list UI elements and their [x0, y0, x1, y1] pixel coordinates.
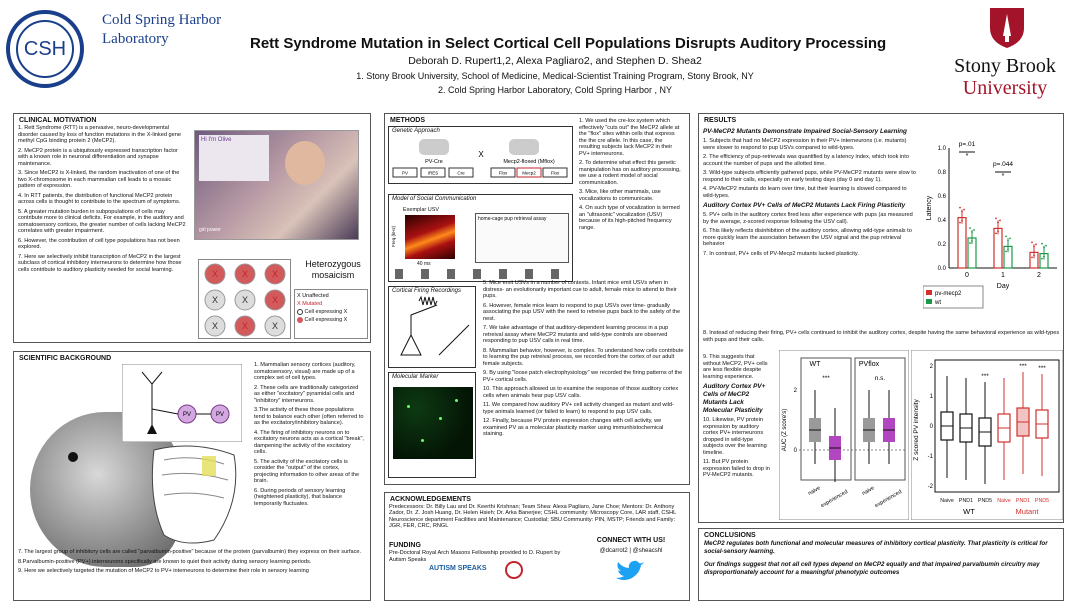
pv-ytick: -1 [927, 454, 933, 460]
latency-point [1007, 249, 1009, 251]
results-p10: 10. Likewise, PV protein expression by auditory cortex PV+ interneurons dropped in wild-type subjects over the learning timeline. [703, 417, 767, 456]
methods-p5: 5. Mice emit USVs in a number of contexts. Infant mice emit USVs when in distress- an evolutionarily important cue to adult, female mice to attend to their pups. [483, 280, 677, 299]
retrieval-cage [475, 213, 569, 263]
pv-sig: *** [981, 373, 989, 380]
auc-panel-title: PVflox [858, 361, 880, 368]
methods-p1: 1. We used the cre-lox system which effectively "cuts out" the MeCP2 allele at the "flox" sites within cells that express the the cre allele. In this case, the resulting subjects lack MeCP2 in their PV+ interneurons. [579, 118, 680, 157]
latency-legend-box [923, 286, 983, 308]
handle-1[interactable]: @dcarrot2 [599, 548, 628, 554]
marker-image [393, 387, 473, 459]
methods-p7: 7. We take advantage of that auditory-dependent learning process in a pup retreival assay where MeCP2 mutants and wild-type controls are observed responding to pup USV calls in real time. [483, 325, 669, 344]
marker-box [388, 372, 476, 478]
pv-ytick: 0 [929, 424, 933, 430]
clinical-p5: 5. A greater mutation burden in subpopulations of cells may contribute more to clinical deficits. For example, in the auditory and somatosensory cortices, the greater number of cells lacking MeCP2 correlates with greater impairment. [18, 208, 186, 234]
latency-point [997, 231, 999, 233]
sbu-name [940, 55, 1070, 99]
latency-ylabel: Latency [926, 195, 933, 221]
methods-panel [384, 113, 690, 485]
handle-2[interactable]: @sheacshl [632, 548, 663, 554]
pv-ylabel: Z scored PV intensity [913, 399, 920, 461]
latency-point [997, 222, 999, 224]
latency-point [961, 211, 963, 213]
clinical-p3: 3. Since MeCP2 is X-linked, the random inactivation of one of the two X-chromosome in each mammalian cell leads to a mosaic pattern of expression. [18, 170, 180, 189]
legend-xm: X Mutated [297, 301, 323, 307]
usv-spectrogram [405, 215, 455, 259]
background-p8: 8.Parvalbumin-positive (PV+) interneurons specifically are known to quiet their activity during sensory learning periods. [18, 558, 312, 565]
latency-point [1031, 257, 1033, 259]
brain-section [144, 440, 244, 550]
mosaic-title: Heterozygous mosaicism [305, 259, 361, 280]
latency-point [959, 207, 961, 209]
methods-p12: 12. Finally, because PV protein expression changes with cell activity, we examined PV as a molecular plasticity marker using immunhistochemical staining. [483, 418, 664, 437]
patient-photo [194, 130, 359, 240]
usv-freq: Freq (kHz) [391, 225, 396, 247]
results-sub2: Auditory Cortex PV+ Cells of MeCP2 Mutants Lack Firing Plasticity [703, 202, 906, 209]
pv-cre-label: PV-Cre [425, 159, 443, 165]
results-p7: 7. In contrast, PV+ cells of PV-Mecp2 mutants lacked plasticity. [703, 250, 859, 257]
pv-ytick: -2 [927, 484, 933, 490]
pv-xtick: Naive [940, 498, 954, 504]
results-p3: 3. Wild-type subjects efficiently gathered pups, while PV-MeCP2 mutants were slow to respond to their calls, especially on early testing days (day 0 and day 1). [703, 170, 916, 183]
latency-xtick: 2 [1037, 272, 1041, 279]
latency-ytick: 0.8 [937, 170, 946, 176]
results-title: RESULTS [704, 117, 737, 124]
methods-p2: 2. To determine what effect this genetic manipulation has on auditory processing, we use a rodent model of social communication. [579, 160, 681, 186]
patient-face [285, 141, 325, 185]
latency-point [973, 229, 975, 231]
latency-bar [958, 218, 966, 268]
latency-point [959, 222, 961, 224]
genetic-diagram [389, 135, 572, 181]
flox-2: Flox [550, 170, 560, 176]
sbu-name-line2: University [962, 77, 1048, 99]
results-sub3: Auditory Cortex PV+ Cells of MeCP2 Mutants Lack Molecular Plasticity [703, 383, 766, 414]
background-p7: 7. The largest group of inhibitory cells are called "parvalbumin-positive" because of the protein (parvalbumin) they express on their surface. [18, 549, 362, 555]
conclusion-1: MeCP2 regulates both functional and molecular measures of inhibitory cortical plasticity. That plasticity is critical for social-sensory learning. [704, 540, 1048, 555]
svg-text:X: X [271, 295, 279, 305]
methods-p10: 10. This approach allowed us to examine the response of those auditory cortex cells when animals hear pup USV calls. [483, 386, 679, 399]
svg-text:X: X [211, 295, 219, 305]
affiliation-2: 2. Cold Spring Harbor Laboratory, Cold Spring Harbor , NY [438, 85, 672, 95]
funding-section [385, 539, 571, 572]
photo-brand: girl power [199, 227, 221, 233]
firing-box [388, 286, 476, 368]
conclusions-body [699, 540, 1063, 577]
ack-text: Predecessors: Dr. Billy Lau and Dr. Keerthi Krishnan; Team Shea: Alexa Pagliaro, Jane Choe; Mentors: Dr. Anthony Zador, Dr. Z. Josh Huang, Dr. Helen Hsieh; Dr. Arka Banerjee; CSHL community: Microscopy Core, LAR staff, CSHL Neuroscience department Facilities and Maintenance; Custodial; SBU Community: PIN, MSTP; Friends and Family: JGR, FER, CRC, RNGL [389, 504, 677, 529]
auc-ylabel: AUC (Z score's) [782, 408, 788, 452]
clinical-p2: 2. MeCP2 protein is a ubiquitously expressed transcription factor with a known role in neuronal differentiation and synapse maintenance. [18, 147, 178, 167]
pv-ytick: 1 [929, 394, 933, 400]
auc-xtick: naive [807, 485, 822, 498]
methods-p6: 6. However, female mice learn to respond to pup USVs over time- gradually associating the pup USV with the need to retreive pups back to the safety of the nest. [483, 302, 681, 322]
methods-text-bottom [479, 280, 688, 441]
latency-point [1033, 246, 1035, 248]
latency-point [969, 227, 971, 229]
latency-legend-swatch [926, 290, 932, 295]
methods-p9: 9. By using "loose patch electrophysiology" we recorded the firing patterns of the PV+ cortical cells. [483, 370, 683, 383]
mosaic-diagram [198, 259, 291, 339]
genetic-label: Genetic Approach [392, 128, 440, 134]
social-label: Model of Social Communication [392, 196, 477, 202]
legend-cellxm: Cell expressing X [297, 316, 365, 324]
latency-point [1007, 240, 1009, 242]
background-p1: 1. Mammalian sensory cortices (auditory, somatosensory, visual) are made up of a complex set of cell types. [254, 362, 356, 381]
background-title: SCIENTIFIC BACKGROUND [19, 355, 112, 362]
pv-group-wt: WT [963, 507, 975, 516]
clinical-panel [13, 113, 371, 343]
retrieval-timeline [395, 269, 570, 279]
latency-point [1005, 251, 1007, 253]
allele-ires: IRES [427, 170, 439, 176]
results-p2: 2. The efficiency of pup-retrievals was quantified by a latency index, which took into account the number of pups and the allotted time. [703, 154, 909, 167]
svg-text:X: X [271, 269, 279, 279]
csh-logo-text: CSH [16, 20, 74, 78]
auc-sig: *** [822, 375, 830, 382]
marker-label: Molecular Marker [392, 374, 439, 380]
allele-cre: Cre [457, 170, 465, 176]
pv-label-1: PV [182, 412, 192, 418]
methods-p11: 11. We compared how auditory PV+ cell activity changed as mutant and wild-type animals learned (or failed to learn) to respond to pup USV calls. [483, 402, 674, 415]
clinical-p6: 6. However, the contribution of cell type populations has not been explored. [18, 237, 180, 250]
auc-panel-title: WT [809, 361, 821, 368]
svg-text:X: X [241, 269, 249, 279]
mosaic-cells [199, 260, 292, 340]
allele-pv: PV [401, 170, 409, 176]
methods-p8: 8. Mammalian behavior, however, is complex. To understand how cells contribute to learning the pup retreival process, we recorded from the cortex of our adult female subjects. [483, 347, 684, 367]
latency-point [1041, 258, 1043, 260]
latency-xtick: 1 [1001, 272, 1005, 279]
sbu-name-line1: Stony Brook [954, 55, 1056, 77]
photo-caption [199, 135, 269, 181]
affiliation-1: 1. Stony Brook University, School of Medicine, Medical-Scientist Training Program, Stony Brook, NY [356, 71, 754, 81]
sbu-shield-icon [988, 6, 1026, 50]
poster-title: Rett Syndrome Mutation in Select Cortical Cell Populations Disrupts Auditory Processing [250, 35, 887, 52]
results-p8: 8. Instead of reducing their firing, PV+ cells continued to inhibit the auditory cortex, despite having the same behavioral experience as wild-types with pups and their calls. [703, 330, 1060, 343]
latency-point [969, 242, 971, 244]
latency-ytick: 0.2 [937, 242, 946, 248]
firing-diagram [389, 295, 475, 361]
authors: Deborah D. Rupert1,2, Alexa Pagliaro2, and Stephen D. Shea2 [408, 55, 702, 67]
auc-sig: n.s. [874, 375, 886, 382]
methods-p4: 4. On such type of vocalization is termed an "ultrasonic" vocalization (USV) because of its high-pitched frequency range. [579, 205, 680, 231]
auc-ytick: 2 [793, 388, 797, 394]
pv-xtick: PND5 [1034, 498, 1050, 504]
pv-group-mut: Mutant [1015, 507, 1039, 516]
results-panel [698, 113, 1064, 523]
background-p2: 2. These cells are traditionally categorized as either "excitatory" pyramidal cells and "inhibitory" interneurons. [254, 384, 359, 404]
conclusions-panel [698, 528, 1064, 601]
latency-point [995, 233, 997, 235]
social-box [388, 194, 573, 282]
legend-x: X Unaffected [297, 293, 329, 299]
latency-chart [923, 118, 1063, 314]
clinical-p4: 4. In RTT patients, the distribution of functional MeCP2 protein across cells is thought to contribute to the spectrum of symptoms. [18, 192, 181, 205]
background-bottom-text [14, 549, 371, 578]
results-p1: 1. Subjects that had no MeCP2 expression in their PV+ interneurons (i.e. mutants) were slower to respond to pup USVs compared to wild-types. [703, 138, 907, 151]
latency-point [1005, 236, 1007, 238]
flox-label: Mecp2-floxed (Mflox) [503, 159, 555, 165]
pv-sig: *** [1019, 363, 1027, 370]
background-p3: 3.The activity of these those populations tend to balance each other (often referred to as the excitatory/inhibitory balance). [254, 407, 364, 426]
svg-text:X: X [241, 295, 249, 305]
svg-text:X: X [241, 321, 249, 331]
results-p4: 4. PV-MeCP2 mutants do learn over time, but their learning is slowed compared to wild-types. [703, 186, 907, 199]
results-p6: 6. This likely reflects disinhibition of the auditory cortex, allowing wild-type animals to more quickly learn the association between the USV signal and the pup retrieval behavior [703, 228, 912, 247]
legend-cellx: Cell expressing X [297, 308, 365, 316]
results-p8-wrap [699, 330, 1064, 346]
funding-text: Pre-Doctoral Royal Arch Masons Fellowship provided to D. Rupert by Autism Speaks [389, 550, 561, 563]
results-text-2 [699, 354, 777, 482]
latency-point [1043, 256, 1045, 258]
methods-title: METHODS [390, 117, 425, 124]
latency-sig2-star: * [1001, 173, 1005, 180]
ack-title: ACKNOWLEDGEMENTS [390, 496, 471, 503]
results-p9: 9. This suggests that without MeCP2, PV+ cells are less flexible despite learning experience. [703, 354, 768, 380]
latency-sig1: p=.01 [958, 141, 976, 148]
autism-speaks-logo: AUTISM SPEAKS [429, 565, 487, 572]
pv-xtick: PND5 [977, 498, 993, 504]
twitter-icon[interactable] [616, 558, 646, 582]
pv-xtick: PND1 [1015, 498, 1031, 504]
background-p5: 5. The activity of the excitatory cells is consider the "output" of the cortex, projecting information to other areas of the brain. [254, 458, 360, 484]
conclusions-title: CONCLUSIONS [704, 532, 756, 539]
methods-text-right [575, 118, 688, 234]
usv-scale: 40 ms [417, 261, 431, 267]
cross-label: X [478, 150, 484, 159]
auc-ytick: 0 [793, 448, 797, 454]
latency-xtick: 0 [965, 272, 969, 279]
mouse-eye [68, 452, 78, 462]
ack-panel [384, 492, 690, 601]
latency-point [963, 209, 965, 211]
pv-xtick: PND1 [958, 498, 974, 504]
funding-title: FUNDING [389, 542, 421, 549]
latency-ytick: 0.4 [937, 218, 946, 224]
auc-chart [779, 350, 909, 520]
background-p6: 6. During periods of sensory learning (heightened plasticity), that balance temporarily fluctuates. [254, 487, 346, 507]
affiliations [250, 69, 860, 97]
results-text-1 [699, 128, 921, 257]
auc-xtick: experienced [874, 489, 903, 510]
latency-point [995, 218, 997, 220]
latency-ytick: 0.0 [937, 266, 946, 272]
clinical-p7: 7. Here we selectively inhibit transcription of MeCP2 in the largest subclass of cortical inhibitory interneurons to determine how those cells contribute to auditory plasticity needed for social learning. [18, 253, 182, 273]
latency-legend-label: pv-mecp2 [935, 291, 962, 297]
latency-xlabel: Day [996, 283, 1010, 290]
background-panel [13, 351, 371, 601]
latency-point [1033, 255, 1035, 257]
assay-label: home-cage pup retrieval assay [478, 216, 547, 222]
flox-1: Flox [498, 170, 508, 176]
firing-label: Cortical Firing Recordings [392, 288, 462, 294]
connect-title: CONNECT WITH US! [596, 537, 666, 544]
masons-logo [505, 561, 523, 579]
background-p9: 9. Here we selectively targeted the mutation of MeCP2 to PV+ interneurons to determine their role in sensory learning [18, 568, 309, 574]
auc-xtick: experienced [820, 489, 849, 510]
background-right-text [250, 362, 368, 510]
results-p5: 5. PV+ cells in the auditory cortex fired less after experience with pups (as measured by the average, z-scored response following the USV call). [703, 212, 913, 225]
latency-ytick: 0.6 [937, 194, 946, 200]
latency-legend-swatch [926, 299, 932, 304]
results-p11: 11. But PV protein expression failed to drop in PV-MeCP2 mutants. [703, 459, 770, 478]
latency-point [971, 240, 973, 242]
latency-sig2: p=.044 [992, 161, 1014, 168]
svg-text:X: X [211, 269, 219, 279]
latency-point [1045, 245, 1047, 247]
svg-text:X: X [271, 321, 279, 331]
pv-chart [911, 350, 1063, 520]
latency-point [971, 231, 973, 233]
latency-point [1043, 247, 1045, 249]
pv-ytick: 2 [929, 364, 933, 370]
svg-text:X: X [211, 321, 219, 331]
latency-legend-label: wt [935, 300, 941, 306]
flox-mecp2: Mecp2 [522, 170, 536, 176]
latency-point [1041, 243, 1043, 245]
csh-logo [6, 10, 84, 88]
latency-point [1009, 238, 1011, 240]
latency-ytick: 1.0 [937, 146, 946, 152]
connect-handles: @dcarrot2 | @sheacshl [599, 548, 663, 554]
csh-name: Cold Spring Harbor Laboratory [102, 12, 222, 47]
connect-section [575, 537, 687, 587]
conclusion-2: Our findings suggest that not all cell types depend on MeCP2 equally and that impaired parvalbumin circuitry may disproportionately account for a meaningful phenotypic outcomes [704, 561, 1040, 576]
latency-point [1035, 244, 1037, 246]
background-p4: 4. The firing of inhibitory neurons on to excitatory neurons acts as a cortical "break", dampening the activity of the excitatory cells. [254, 429, 364, 455]
auc-xtick: naive [861, 485, 876, 498]
usv-label: Exemplar USV [403, 207, 440, 213]
clinical-p1: 1. Rett Syndrome (RTT) is a pervasive, neuro-developmental disorder caused by loss of function mutations in the X-linked gene methyl CpG binding protein 2 (MeCP2). [18, 125, 181, 144]
clinical-text [14, 125, 192, 273]
pv-xtick: Naive [997, 498, 1011, 504]
latency-point [999, 220, 1001, 222]
mosaic-legend [294, 289, 368, 339]
latency-sig1-star: * [965, 153, 969, 160]
methods-p3: 3. Mice, like other mammals, use vocalizations to communicate. [579, 189, 661, 202]
latency-point [1031, 242, 1033, 244]
latency-point [961, 220, 963, 222]
genetic-box [388, 126, 573, 184]
results-sub1: PV-MeCP2 Mutants Demonstrate Impaired Social-Sensory Learning [703, 128, 907, 135]
circuit-diagram [122, 364, 242, 442]
pv-label-2: PV [215, 412, 225, 418]
photo-caption-text: Hi I'm Olive [201, 137, 232, 143]
clinical-title: CLINICAL MOTIVATION [19, 117, 97, 124]
pv-sig: *** [1038, 365, 1046, 372]
